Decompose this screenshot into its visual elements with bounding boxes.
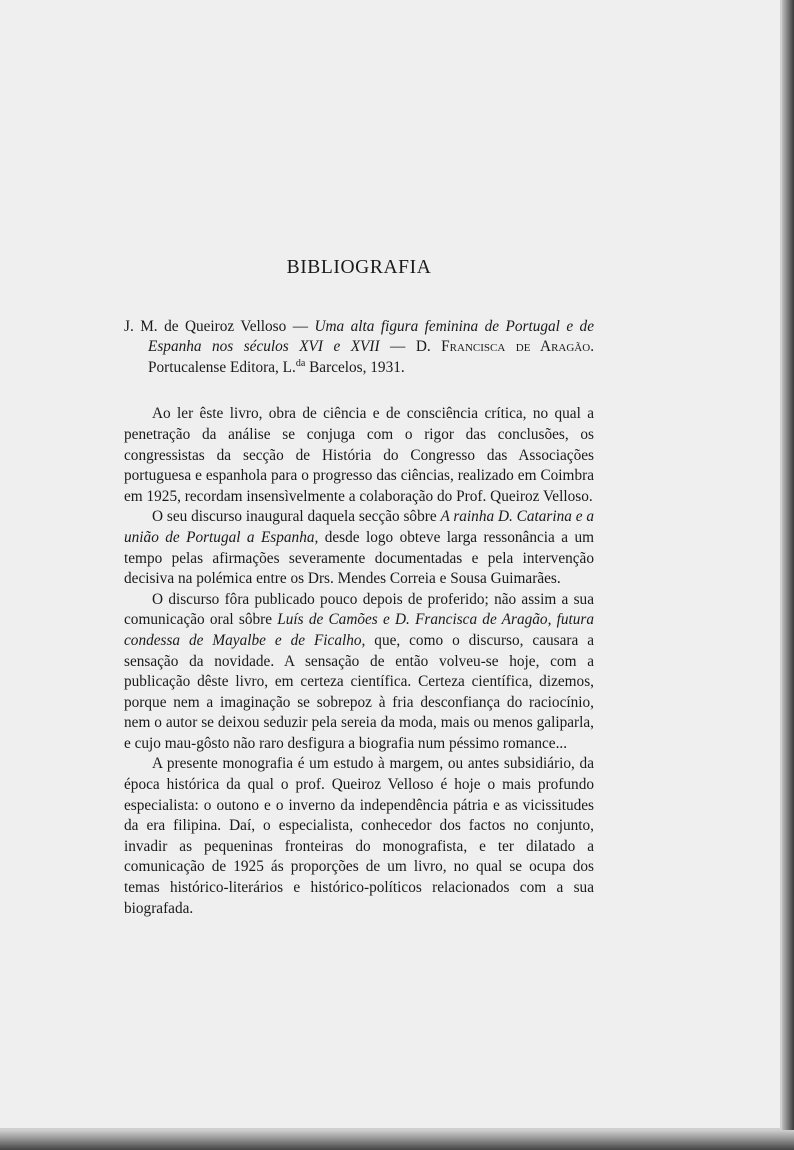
paragraph-4: A presente monografia é um estudo à margem, ou antes subsidiário, da época histórica da qual o prof. Queiroz Velloso é hoje o mais profundo especialista: o outono e o inverno da independência pátria e as vicissitudes da era filipina. Daí, o especialista, conhecedor dos factos no conjunto, invadir as pequeninas fronteiras do monografista, e ter dilatado a comunicação de 1925 ás proporções de um livro, no qual se ocupa dos temas histórico-literários e histórico-políticos relacionados com a sua biografada. (124, 755, 594, 917)
page-edge-right (782, 0, 794, 1150)
paragraph-3 (124, 590, 594, 755)
citation-place-year: Barcelos, 1931. (305, 358, 405, 376)
paragraph-2-text-b: desde logo obteve larga ressonância a um tempo pelas afirmações severamente documentadas e pela intervenção decisiva na polémica entre os Drs. Mendes Correia e Sousa Guimarães. (124, 528, 594, 588)
page-edge-bottom (0, 1130, 794, 1150)
page-content (124, 258, 594, 919)
page-title: BIBLIOGRAFIA (286, 257, 432, 278)
citation-author: J. M. de Queiroz Velloso — (124, 317, 308, 335)
paragraph-3-italic: Luís de Camões e D. Francisca de Aragão, futura condessa de Mayalbe e de Ficalho, (124, 611, 595, 649)
paragraph-2-italic: A rainha D. Catarina e a união de Portugal a Espanha, (124, 508, 594, 546)
bibliographic-citation (124, 317, 594, 379)
citation-dash: — (390, 338, 406, 356)
citation-book-title: Uma alta figura feminina de Portugal e de Espanha nos séculos XVI e XVII (148, 317, 594, 356)
paragraph-3-text-a: O discurso fôra publicado pouco depois de proferido; não assim a sua comunicação oral sôbre (124, 590, 594, 629)
citation-subject: Francisca de Aragão (441, 338, 591, 356)
citation-subject-prefix: D. (415, 338, 431, 356)
citation-publisher: . Portucalense Editora, L. (148, 338, 595, 376)
citation-publisher-sup: da (295, 357, 306, 369)
paragraph-2 (124, 507, 594, 589)
paragraph-1: Ao ler êste livro, obra de ciência e de consciência crítica, no qual a penetração da análise se conjuga com o rigor das conclusões, os congressistas da secção de História do Congresso das Associações portuguesa e espanhola para o progresso das ciências, realizado em Coimbra em 1925, recordam insensìvelmente a colaboração do Prof. Queiroz Velloso. (124, 405, 594, 505)
paragraph-2-text-a: O seu discurso inaugural daquela secção sôbre (152, 508, 441, 526)
paragraph-3-text-b: que, como o discurso, causara a sensação da novidade. A sensação de então volveu-se hoje, com a publicação dêste livro, em certeza científica. Certeza científica, dizemos, porque nem a imaginação se sobrepoz à fria desconfiança do raciocínio, nem o autor se deixou seduzir pela sereia da moda, mais ou menos galiparla, e cujo mau-gôsto não raro desfigura a biografia num péssimo romance... (124, 631, 594, 752)
